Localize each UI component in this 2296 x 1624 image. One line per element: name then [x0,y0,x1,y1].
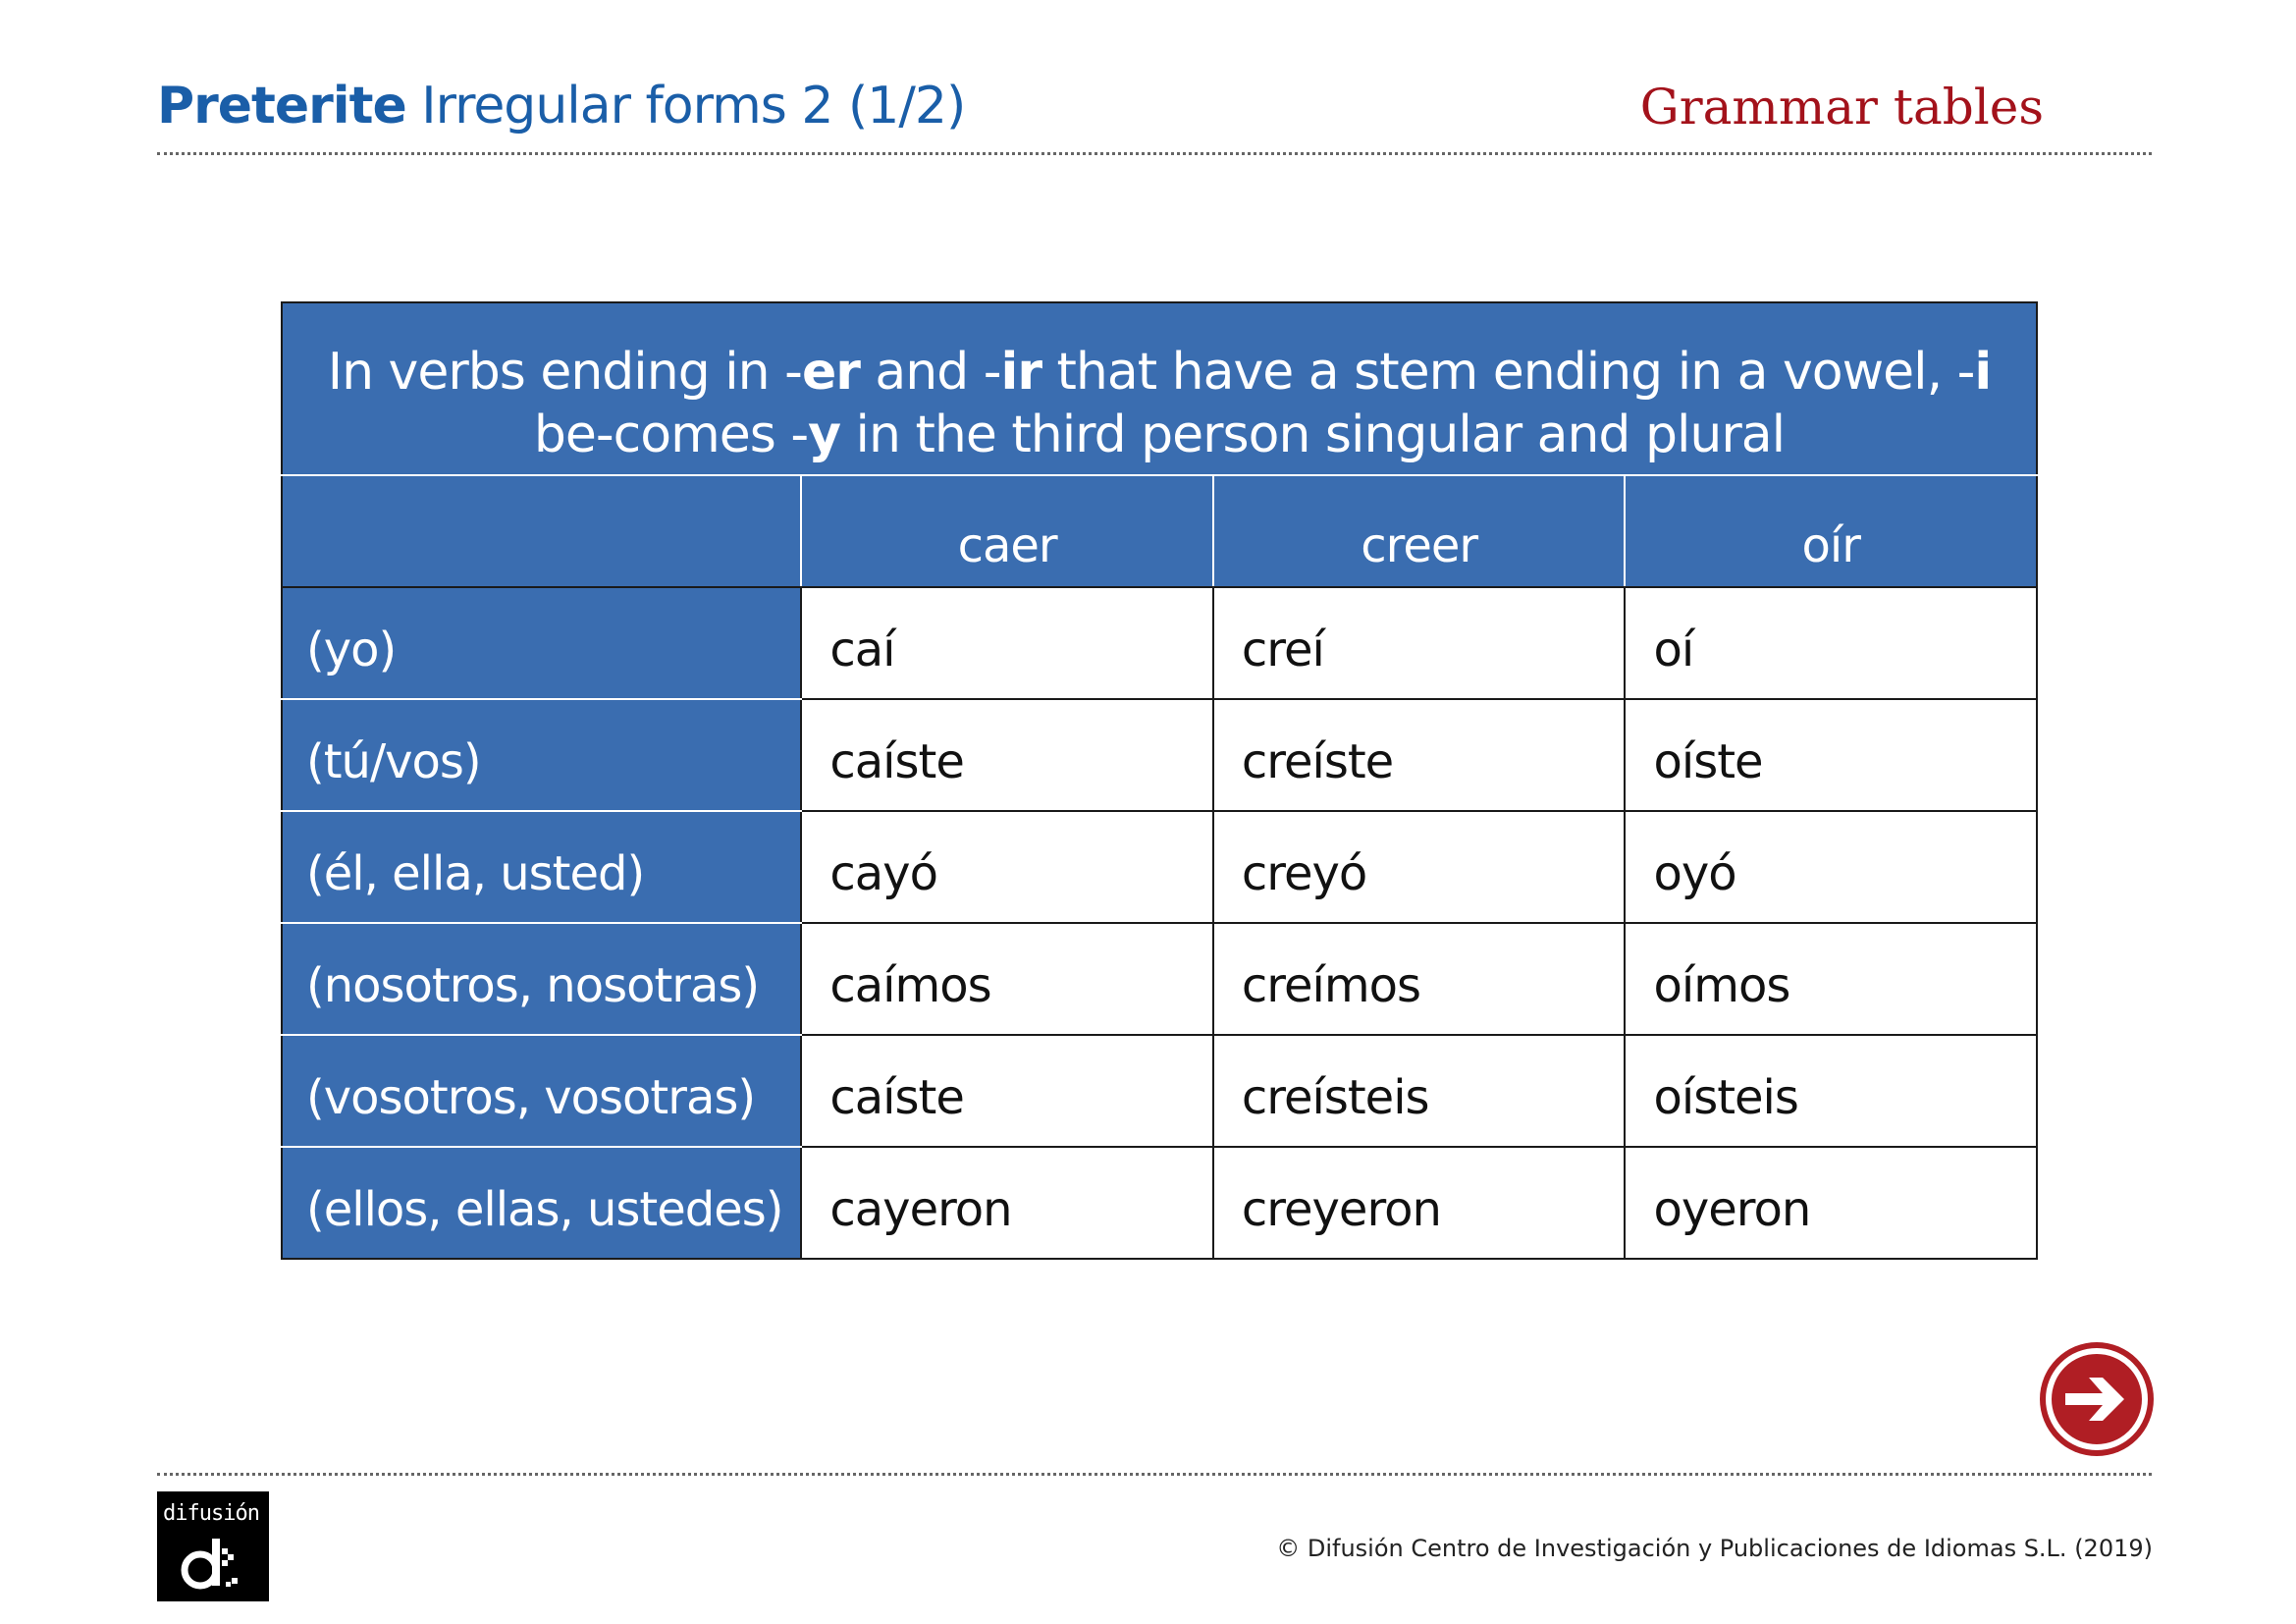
bottom-divider [157,1473,2152,1476]
form-cell: oí [1625,587,2037,699]
form-cell: caímos [801,923,1213,1035]
form-cell: caí [801,587,1213,699]
form-cell: cayeron [801,1147,1213,1259]
logo-mark-icon [157,1491,269,1601]
form-cell: creíste [1213,699,1626,811]
column-header-caer: caer [801,475,1213,587]
row-pronoun: (él, ella, usted) [282,811,801,923]
form-cell: caíste [801,699,1213,811]
row-pronoun: (ellos, ellas, ustedes) [282,1147,801,1259]
form-cell: oíste [1625,699,2037,811]
next-page-button[interactable] [2040,1342,2154,1456]
conjugation-table [281,301,2038,1260]
title-rest: Irregular forms 2 (1/2) [421,77,966,135]
table-row [282,1035,2037,1147]
copyright-notice: © Difusión Centro de Investigación y Publicaciones de Idiomas S.L. (2019) [1276,1535,2153,1562]
table-row [282,587,2037,699]
row-pronoun: (yo) [282,587,801,699]
form-cell: cayó [801,811,1213,923]
form-cell: creyó [1213,811,1626,923]
table-row [282,1147,2037,1259]
form-cell: oísteis [1625,1035,2037,1147]
column-header-row [282,475,2037,587]
form-cell: creí [1213,587,1626,699]
arrow-right-circle-icon [2040,1342,2154,1456]
publisher-logo [157,1491,269,1601]
form-cell: oyeron [1625,1147,2037,1259]
column-header-creer: creer [1213,475,1626,587]
row-pronoun: (nosotros, nosotras) [282,923,801,1035]
title-strong: Preterite [157,77,406,135]
logo-text: difusión [163,1501,259,1526]
form-cell: creísteis [1213,1035,1626,1147]
empty-corner-cell [282,475,801,587]
row-pronoun: (tú/vos) [282,699,801,811]
section-label: Grammar tables [1639,79,2044,135]
form-cell: caíste [801,1035,1213,1147]
form-cell: oyó [1625,811,2037,923]
caption-row [282,302,2037,475]
table-row [282,923,2037,1035]
form-cell: creyeron [1213,1147,1626,1259]
table-caption: In verbs ending in -er and -ir that have a stem ending in a vowel, -i be-comes -y in the third person singular and plural [282,302,2037,475]
column-header-oir: oír [1625,475,2037,587]
row-pronoun: (vosotros, vosotras) [282,1035,801,1147]
page-title [157,77,966,135]
top-divider [157,152,2152,155]
table-row [282,699,2037,811]
form-cell: oímos [1625,923,2037,1035]
form-cell: creímos [1213,923,1626,1035]
table-row [282,811,2037,923]
